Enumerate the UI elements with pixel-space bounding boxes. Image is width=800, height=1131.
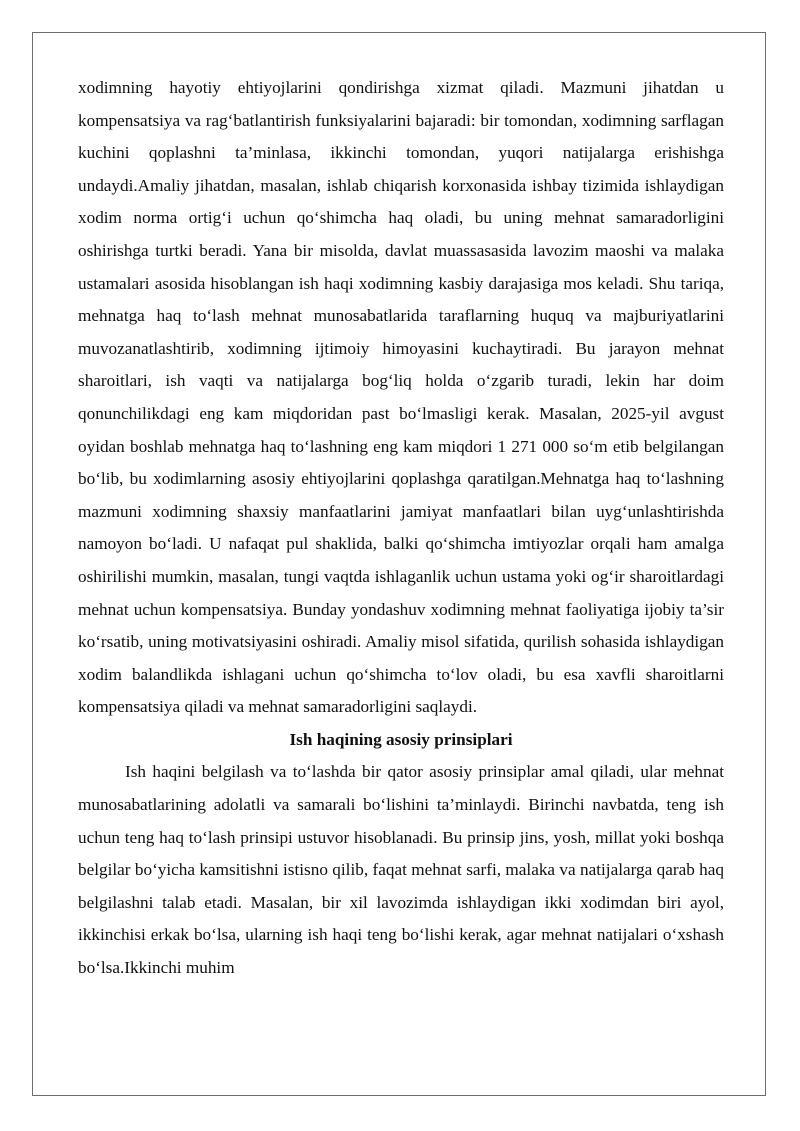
document-body [78, 72, 724, 985]
section-heading: Ish haqining asosiy prinsiplari [289, 729, 513, 749]
body-paragraph: Ish haqini belgilash va to‘lashda bir qator asosiy prinsiplar amal qiladi, ular mehnat munosabatlarining adolatli va samarali bo‘lishini ta’minlaydi. Birinchi navbatda, teng ish uchun teng haq to‘lash prinsipi ustuvor hisoblanadi. Bu prinsip jins, yosh, millat yoki boshqa belgilar bo‘yicha kamsitishni istisno qilib, faqat mehnat sarfi, malaka va natijalarga qarab haq belgilashni talab etadi. Masalan, bir xil lavozimda ishlaydigan ikki xodimdan biri ayol, ikkinchisi erkak bo‘lsa, ularning ish haqi teng bo‘lishi kerak, agar mehnat natijalari o‘xshash bo‘lsa.Ikkinchi muhim [78, 762, 724, 978]
body-paragraph: xodimning hayotiy ehtiyojlarini qondirishga xizmat qiladi. Mazmuni jihatdan u kompensatsiya va rag‘batlantirish funksiyalarini bajaradi: bir tomondan, xodimning sarflagan kuchini qoplashni ta’minlasa, ikkinchi tomondan, yuqori natijalarga erishishga undaydi.Amaliy jihatdan, masalan, ishlab chiqarish korxonasida ishbay tizimida ishlaydigan xodim norma ortig‘i uchun qo‘shimcha haq oladi, bu uning mehnat samaradorligini oshirishga turtki beradi. Yana bir misolda, davlat muassasasida lavozim maoshi va malaka ustamalari asosida hisoblangan ish haqi xodimning kasbiy darajasiga mos keladi. Shu tariqa, mehnatga haq to‘lash mehnat munosabatlarida taraflarning huquq va majburiyatlarini muvozanatlashtirib, xodimning ijtimoiy himoyasini kuchaytiradi. Bu jarayon mehnat sharoitlari, ish vaqti va natijalarga bog‘liq holda o‘zgarib turadi, lekin har doim qonunchilikdagi eng kam miqdoridan past bo‘lmasligi kerak. Masalan, 2025-yil avgust oyidan boshlab mehnatga haq to‘lashning eng kam miqdori 1 271 000 so‘m etib belgilangan bo‘lib, bu xodimlarning asosiy ehtiyojlarini qoplashga qaratilgan.Mehnatga haq to‘lashning mazmuni xodimning shaxsiy manfaatlarini jamiyat manfaatlari bilan uyg‘unlashtirishda namoyon bo‘ladi. U nafaqat pul shaklida, balki qo‘shimcha imtiyozlar orqali ham amalga oshirilishi mumkin, masalan, tungi vaqtda ishlaganlik uchun ustama yoki og‘ir sharoitlardagi mehnat uchun kompensatsiya. Bunday yondashuv xodimning mehnat faoliyatiga ijobiy ta’sir ko‘rsatib, uning motivatsiyasini oshiradi. Amaliy misol sifatida, qurilish sohasida ishlaydigan xodim balandlikda ishlagani uchun qo‘shimcha to‘lov oladi, bu esa xavfli sharoitlarni kompensatsiya qiladi va mehnat samaradorligini saqlaydi. [78, 78, 724, 717]
